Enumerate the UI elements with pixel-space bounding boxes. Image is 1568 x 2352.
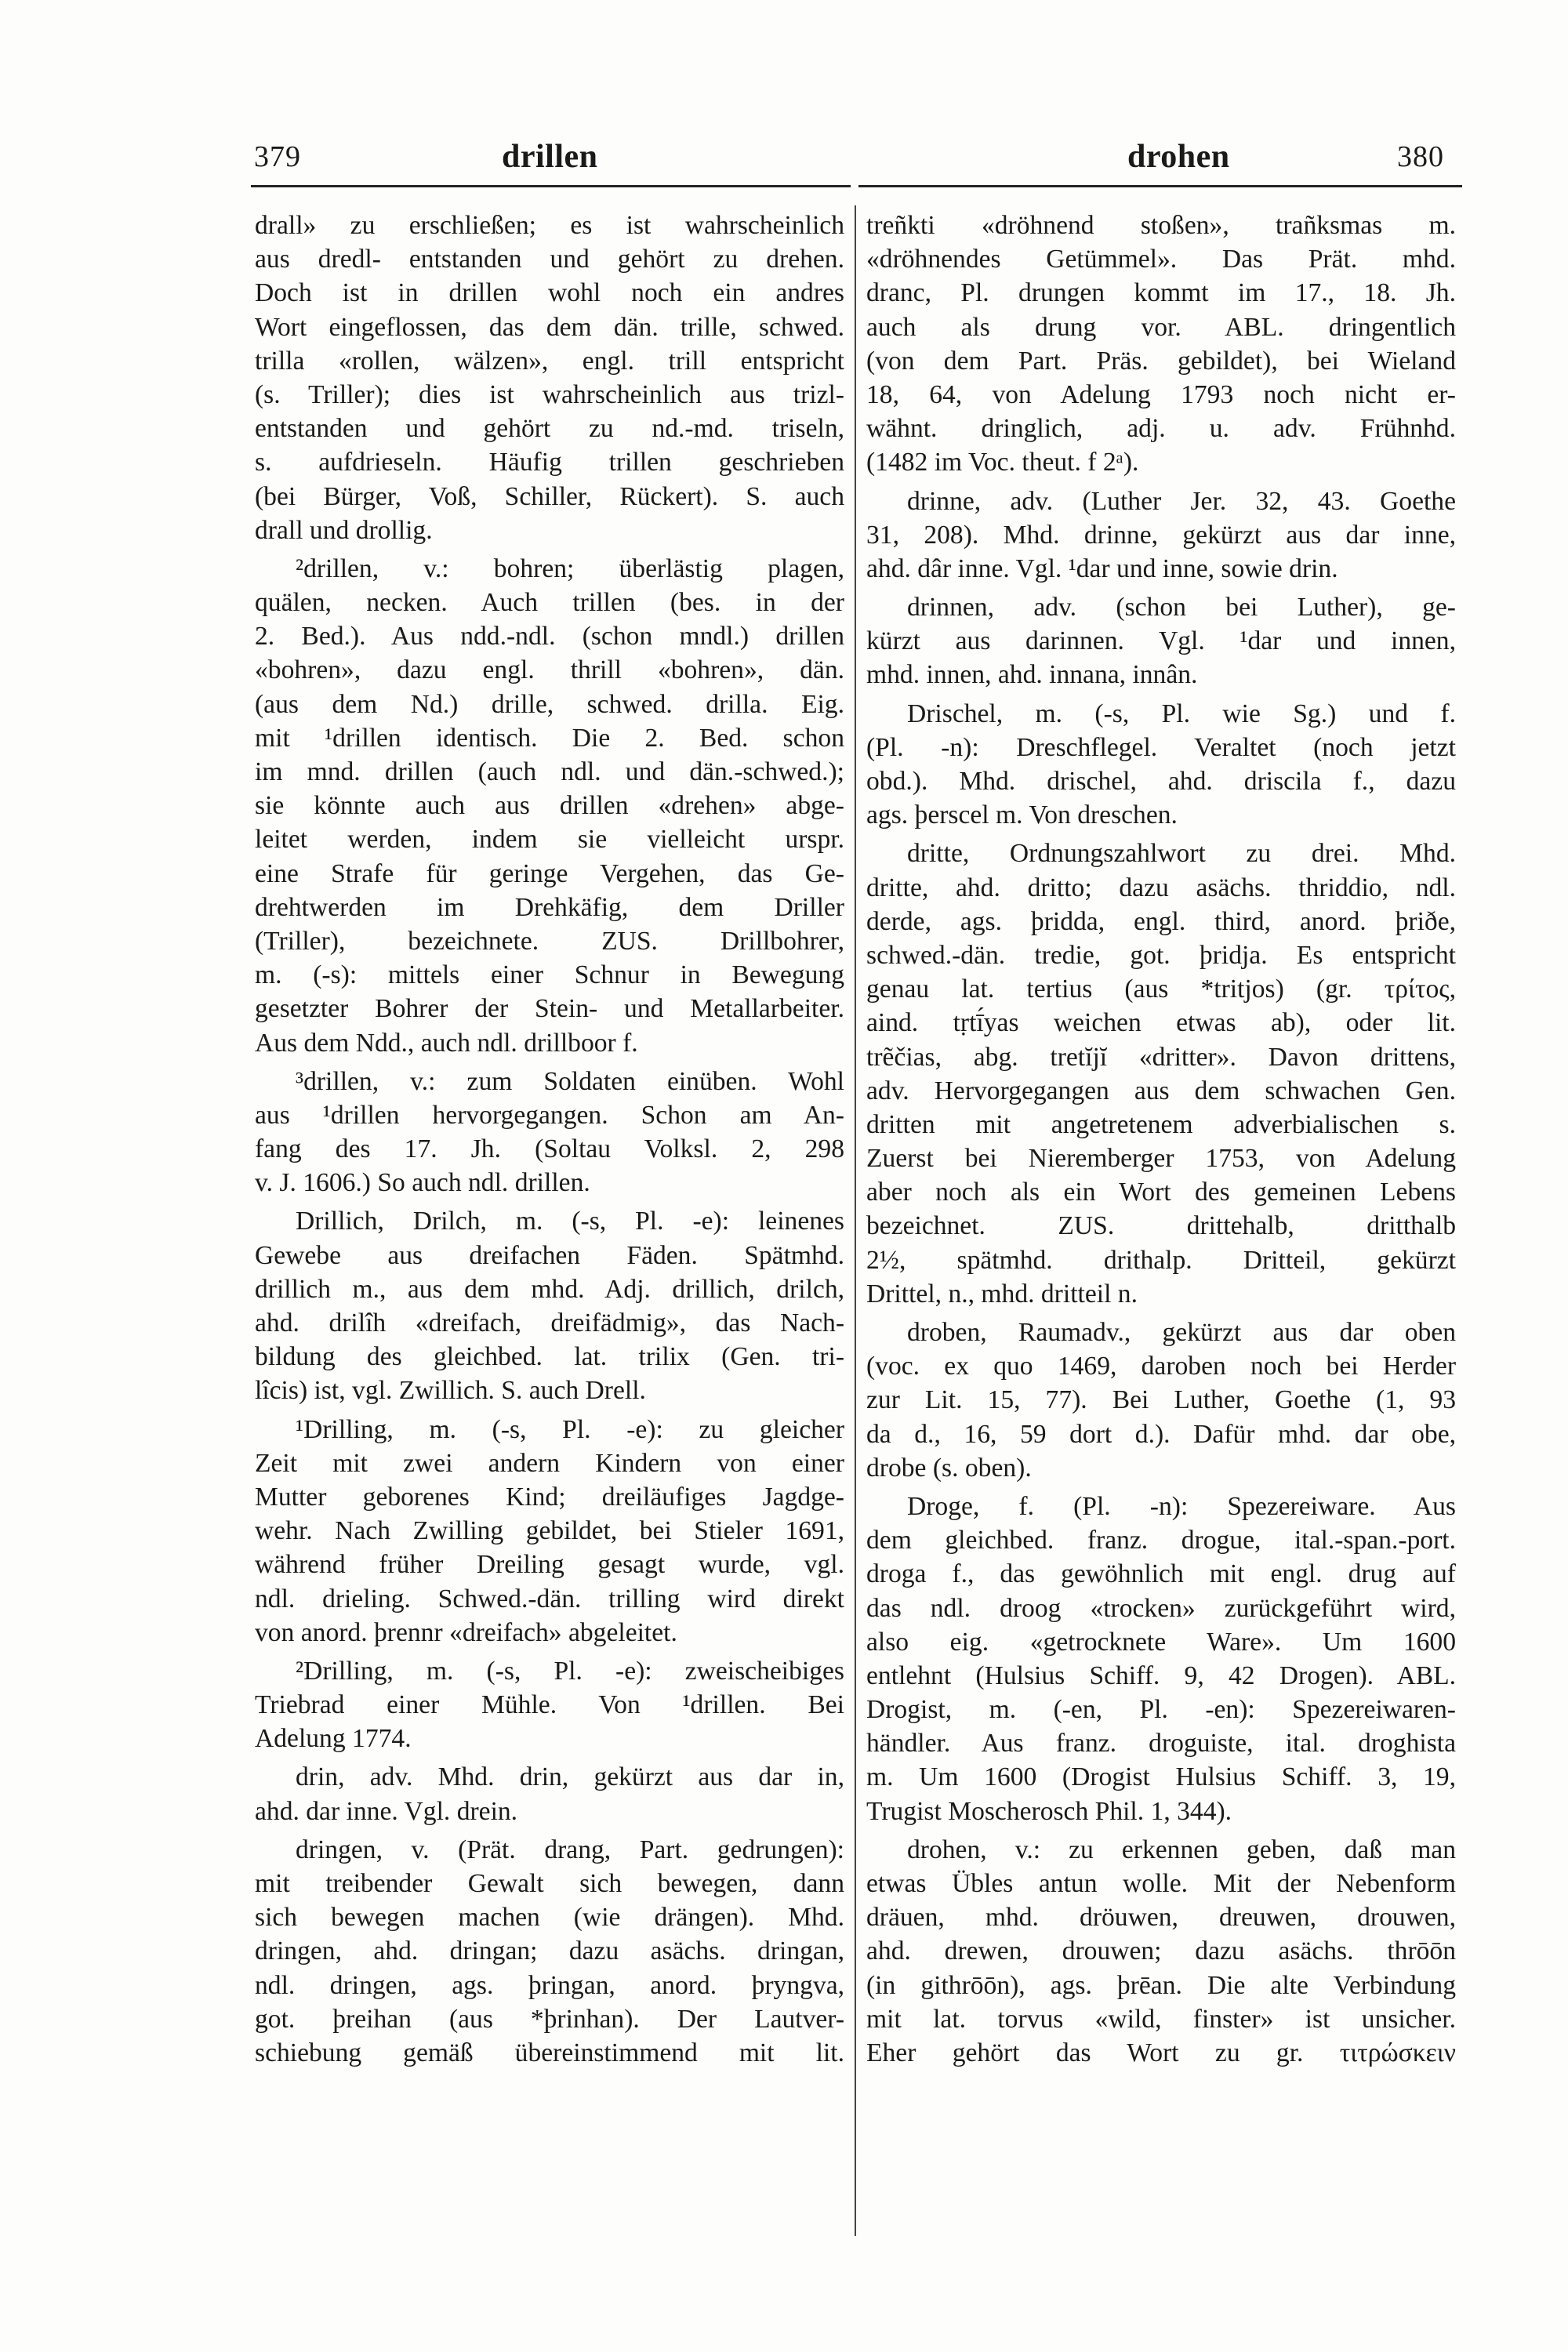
text-line: drinne, adv. (Luther Jer. 32, 43. Goethe bbox=[907, 486, 1456, 516]
text-line: drall» zu erschließen; es ist wahrscheinlich bbox=[255, 211, 844, 240]
text-line: (Pl. -n): Dreschflegel. Veraltet (noch jetzt bbox=[866, 732, 1456, 762]
text-line: got. þreihan (aus *þrinhan). Der Lautver- bbox=[255, 2004, 844, 2034]
text-line: schwed.-dän. tredie, got. þridja. Es entspricht bbox=[866, 940, 1456, 970]
text-line: Drittel, n., mhd. dritteil n. bbox=[866, 1279, 1138, 1308]
text-line: ²Drilling, m. (-s, Pl. -e): zweischeibiges bbox=[296, 1656, 844, 1686]
text-line: trẽčias, abg. tretĭjĭ «dritter». Davon drittens, bbox=[866, 1042, 1456, 1072]
text-line: droben, Raumadv., gekürzt aus dar oben bbox=[907, 1318, 1456, 1347]
text-line: «dröhnendes Getümmel». Das Prät. mhd. bbox=[866, 245, 1456, 274]
left-page-number: 379 bbox=[254, 140, 301, 173]
text-line: Drogist, m. (-en, Pl. -en): Spezereiwaren- bbox=[866, 1695, 1456, 1725]
text-line: dem gleichbed. franz. drogue, ital.-span.-port. bbox=[866, 1526, 1456, 1555]
text-line: adv. Hervorgegangen aus dem schwachen Gen. bbox=[866, 1076, 1456, 1105]
text-line: mhd. innen, ahd. innana, innân. bbox=[866, 660, 1198, 690]
left-running-head: drillen bbox=[502, 139, 598, 175]
left-column bbox=[255, 209, 844, 2070]
text-line: 31, 208). Mhd. drinne, gekürzt aus dar inne, bbox=[866, 520, 1456, 550]
text-line: von anord. þrennr «dreifach» abgeleitet. bbox=[255, 1617, 677, 1647]
text-line: (1482 im Voc. theut. f 2ᵃ). bbox=[866, 448, 1139, 477]
text-line: genau lat. tertius (aus *tritjos) (gr. τρίτος, bbox=[866, 975, 1456, 1004]
text-line: Trugist Moscherosch Phil. 1, 344). bbox=[866, 1796, 1232, 1826]
text-line: drohen, v.: zu erkennen geben, daß man bbox=[907, 1835, 1456, 1864]
text-line: ndl. dringen, ags. þringan, anord. þryngva, bbox=[255, 1970, 844, 2000]
text-line: ³drillen, v.: zum Soldaten einüben. Wohl bbox=[296, 1066, 844, 1096]
text-line: drehtwerden im Drehkäfig, dem Driller bbox=[255, 892, 844, 922]
text-line: mit lat. torvus «wild, finster» ist unsicher. bbox=[866, 2004, 1456, 2034]
text-line: aind. tṛtī́yas weichen etwas ab), oder lit. bbox=[866, 1008, 1456, 1038]
text-line: (s. Triller); dies ist wahrscheinlich aus trizl- bbox=[255, 379, 844, 409]
text-line: Zuerst bei Nieremberger 1753, von Adelung bbox=[866, 1144, 1456, 1174]
text-line: drinnen, adv. (schon bei Luther), ge- bbox=[907, 593, 1456, 622]
text-line: Eher gehört das Wort zu gr. τιτρώσκειν bbox=[866, 2038, 1456, 2067]
text-line: (voc. ex quo 1469, daroben noch bei Herder bbox=[866, 1352, 1456, 1381]
text-line: das ndl. droog «trocken» zurückgeführt wird, bbox=[866, 1593, 1456, 1623]
text-line: auch als drung vor. ABL. dringentlich bbox=[866, 312, 1456, 342]
text-line: ags. þerscel m. Von dreschen. bbox=[866, 800, 1178, 830]
text-line: Aus dem Ndd., auch ndl. drillboor f. bbox=[255, 1028, 638, 1058]
text-line: fang des 17. Jh. (Soltau Volksl. 2, 298 bbox=[255, 1134, 844, 1164]
text-line: drobe (s. oben). bbox=[866, 1453, 1032, 1483]
text-line: ahd. drilîh «dreifach, dreifädmig», das Nach- bbox=[255, 1308, 844, 1338]
text-line: im mnd. drillen (auch ndl. und dän.-schwed.); bbox=[255, 757, 844, 786]
text-line: trilla «rollen, wälzen», engl. trill entspricht bbox=[255, 346, 844, 376]
text-line: Triebrad einer Mühle. Von ¹drillen. Bei bbox=[255, 1690, 844, 1720]
text-line: dritte, Ordnungszahlwort zu drei. Mhd. bbox=[907, 839, 1456, 869]
text-line: Droge, f. (Pl. -n): Spezereiware. Aus bbox=[907, 1491, 1456, 1521]
text-line: drall und drollig. bbox=[255, 515, 433, 545]
text-line: Adelung 1774. bbox=[255, 1724, 412, 1754]
text-line: treñkti «dröhnend stoßen», trañksmas m. bbox=[866, 211, 1456, 240]
text-line: etwas Übles antun wolle. Mit der Nebenform bbox=[866, 1869, 1456, 1898]
text-line: derde, ags. þridda, engl. third, anord. þriðe, bbox=[866, 906, 1456, 936]
text-line: schiebung gemäß übereinstimmend mit lit. bbox=[255, 2038, 844, 2067]
text-line: mit treibender Gewalt sich bewegen, dann bbox=[255, 1869, 844, 1898]
header-rule-right bbox=[858, 185, 1462, 187]
text-line: (bei Bürger, Voß, Schiller, Rückert). S. auch bbox=[255, 481, 844, 511]
text-line: bildung des gleichbed. lat. trilix (Gen. tri- bbox=[255, 1342, 844, 1372]
header-rule-left bbox=[251, 185, 851, 187]
text-line: droga f., das gewöhnlich mit engl. drug auf bbox=[866, 1559, 1456, 1589]
text-line: da d., 16, 59 dort d.). Dafür mhd. dar obe, bbox=[866, 1419, 1456, 1449]
text-line: (von dem Part. Präs. gebildet), bei Wieland bbox=[866, 346, 1456, 376]
text-line: drin, adv. Mhd. drin, gekürzt aus dar in, bbox=[296, 1762, 844, 1792]
text-line: Drillich, Drilch, m. (-s, Pl. -e): leinenes bbox=[296, 1207, 844, 1236]
text-line: ¹Drilling, m. (-s, Pl. -e): zu gleicher bbox=[296, 1414, 844, 1444]
text-line: aus dredl- entstanden und gehört zu drehen. bbox=[255, 245, 844, 274]
text-line: ²drillen, v.: bohren; überlästig plagen, bbox=[296, 554, 844, 583]
text-line: Drischel, m. (-s, Pl. wie Sg.) und f. bbox=[907, 699, 1456, 728]
text-line: leitet werden, indem sie vielleicht urspr. bbox=[255, 825, 844, 855]
text-line: dritte, ahd. dritto; dazu asächs. thriddio, ndl. bbox=[866, 873, 1456, 902]
text-line: 2½, spätmhd. drithalp. Dritteil, gekürzt bbox=[866, 1245, 1456, 1275]
text-line: obd.). Mhd. drischel, ahd. driscila f., dazu bbox=[866, 767, 1456, 796]
text-line: entlehnt (Hulsius Schiff. 9, 42 Drogen). ABL. bbox=[866, 1661, 1456, 1690]
text-line: (in githrōōn), ags. þrēan. Die alte Verbindung bbox=[866, 1970, 1456, 2000]
text-line: aber noch als ein Wort des gemeinen Lebens bbox=[866, 1178, 1456, 1207]
text-line: Wort eingeflossen, das dem dän. trille, schwed. bbox=[255, 312, 844, 342]
text-line: v. J. 1606.) So auch ndl. drillen. bbox=[255, 1168, 590, 1198]
text-line: (Triller), bezeichnete. ZUS. Drillbohrer, bbox=[255, 926, 844, 956]
text-line: entstanden und gehört zu nd.-md. triseln, bbox=[255, 414, 844, 444]
text-line: drillich m., aus dem mhd. Adj. drillich, drilch, bbox=[255, 1274, 844, 1304]
text-line: eine Strafe für geringe Vergehen, das Ge- bbox=[255, 858, 844, 888]
text-line: aus ¹drillen hervorgegangen. Schon am An- bbox=[255, 1100, 844, 1130]
text-line: Doch ist in drillen wohl noch ein andres bbox=[255, 278, 844, 308]
text-line: lîcis) ist, vgl. Zwillich. S. auch Drell. bbox=[255, 1376, 646, 1406]
text-line: wähnt. dringlich, adj. u. adv. Frühnhd. bbox=[866, 414, 1456, 444]
text-line: ahd. dar inne. Vgl. drein. bbox=[255, 1796, 518, 1826]
text-line: sie könnte auch aus drillen «drehen» abge- bbox=[255, 791, 844, 821]
text-line: Mutter geborenes Kind; dreiläufiges Jagdge- bbox=[255, 1482, 844, 1512]
text-line: dranc, Pl. drungen kommt im 17., 18. Jh. bbox=[866, 278, 1456, 308]
text-line: kürzt aus darinnen. Vgl. ¹dar und innen, bbox=[866, 626, 1456, 656]
text-line: m. Um 1600 (Drogist Hulsius Schiff. 3, 19, bbox=[866, 1762, 1456, 1792]
text-line: 2. Bed.). Aus ndd.-ndl. (schon mndl.) drillen bbox=[255, 622, 844, 652]
text-line: ndl. drieling. Schwed.-dän. trilling wird direkt bbox=[255, 1584, 844, 1613]
text-line: Gewebe aus dreifachen Fäden. Spätmhd. bbox=[255, 1240, 844, 1270]
text-line: Zeit mit zwei andern Kindern von einer bbox=[255, 1448, 844, 1478]
text-line: «bohren», dazu engl. thrill «bohren», dän. bbox=[255, 655, 844, 685]
text-line: dritten mit angetretenem adverbialischen s. bbox=[866, 1109, 1456, 1139]
right-running-head: drohen bbox=[1127, 139, 1230, 175]
right-page-number: 380 bbox=[1397, 140, 1444, 173]
text-line: zur Lit. 15, 77). Bei Luther, Goethe (1, 93 bbox=[866, 1385, 1456, 1415]
text-line: 18, 64, von Adelung 1793 noch nicht er- bbox=[866, 379, 1456, 409]
text-line: gesetzter Bohrer der Stein- und Metallarbeiter. bbox=[255, 994, 844, 1024]
right-column bbox=[866, 209, 1456, 2070]
text-line: dringen, v. (Prät. drang, Part. gedrungen): bbox=[296, 1835, 844, 1864]
text-line: während früher Dreiling gesagt wurde, vgl. bbox=[255, 1550, 844, 1580]
text-line: also eig. «getrocknete Ware». Um 1600 bbox=[866, 1627, 1456, 1657]
text-line: (aus dem Nd.) drille, schwed. drilla. Eig. bbox=[255, 689, 844, 719]
text-line: sich bewegen machen (wie drängen). Mhd. bbox=[255, 1903, 844, 1933]
text-line: händler. Aus franz. droguiste, ital. droghista bbox=[866, 1729, 1456, 1759]
text-line: bezeichnet. ZUS. drittehalb, dritthalb bbox=[866, 1211, 1456, 1241]
text-line: s. aufdrieseln. Häufig trillen geschrieben bbox=[255, 448, 844, 477]
text-line: dringen, ahd. dringan; dazu asächs. dringan, bbox=[255, 1936, 844, 1966]
text-line: ahd. dâr inne. Vgl. ¹dar und inne, sowie drin. bbox=[866, 554, 1338, 583]
text-line: quälen, necken. Auch trillen (bes. in der bbox=[255, 588, 844, 618]
text-line: m. (-s): mittels einer Schnur in Bewegung bbox=[255, 960, 844, 990]
text-line: ahd. drewen, drouwen; dazu asächs. thrōōn bbox=[866, 1936, 1456, 1966]
column-divider bbox=[855, 205, 856, 2236]
text-line: mit ¹drillen identisch. Die 2. Bed. schon bbox=[255, 723, 844, 753]
text-line: dräuen, mhd. dröuwen, dreuwen, drouwen, bbox=[866, 1903, 1456, 1933]
text-line: wehr. Nach Zwilling gebildet, bei Stieler 1691, bbox=[255, 1516, 844, 1546]
